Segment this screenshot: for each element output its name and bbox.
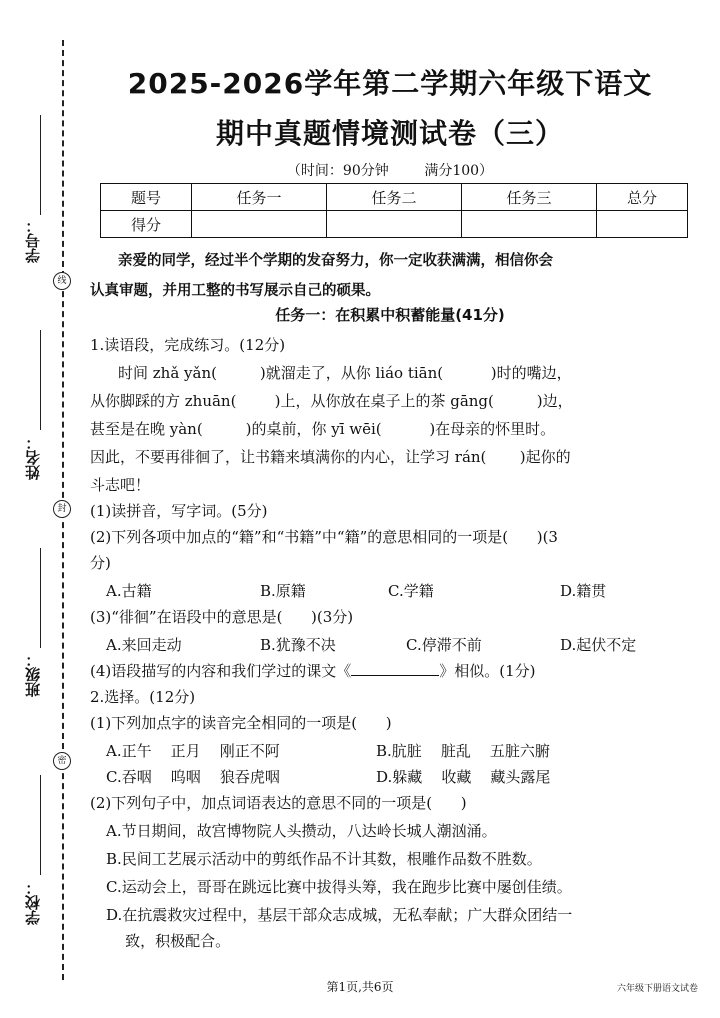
section1-title: 任务一：在积累中积蓄能量(41分) bbox=[275, 306, 505, 324]
q1-sub3-option[interactable]: B.犹豫不决 bbox=[260, 636, 336, 654]
score-table-row bbox=[101, 211, 688, 238]
q1-sub3: (3)“徘徊”在语段中的意思是( )(3分) bbox=[90, 608, 354, 626]
q2-sub2-option[interactable]: D.在抗震救灾过程中，基层干部众志成城，无私奉献；广大群众团结一 bbox=[106, 906, 573, 924]
q2-sub2-option[interactable]: C.运动会上，哥哥在跳远比赛中拔得头筹，我在跑步比赛中屡创佳绩。 bbox=[106, 878, 572, 896]
q1-sub4-blank[interactable] bbox=[351, 661, 439, 676]
seal-mark-feng: 封 bbox=[53, 500, 71, 518]
footer-doc-label: 六年级下册语文试卷 bbox=[616, 984, 698, 994]
time-info: （时间：90分钟 满分100） bbox=[286, 163, 494, 179]
q2-sub2-option[interactable]: A.节日期间，故宫博物院人头攒动，八达岭长城人潮汹涌。 bbox=[106, 822, 497, 840]
class-line[interactable] bbox=[40, 548, 41, 648]
q1-passage-line2: 从你脚踩的方 zhuān( )上，从你放在桌子上的茶 gāng( )边， bbox=[90, 392, 573, 410]
q1-sub4-suffix: 》相似。(1分) bbox=[439, 662, 536, 680]
q1-passage-line4: 因此，不要再徘徊了，让书籍来填满你的内心，让学习 rán( )起你的 bbox=[90, 448, 571, 466]
student-id-line[interactable] bbox=[40, 115, 41, 215]
intro-line1: 亲爱的同学，经过半个学期的发奋努力，你一定收获满满，相信你会 bbox=[118, 252, 553, 269]
intro-line2: 认真审题，并用工整的书写展示自己的硕果。 bbox=[90, 282, 380, 299]
q1-sub3-option[interactable]: A.来回走动 bbox=[106, 636, 182, 654]
q2-sub2-option[interactable]: B.民间工艺展示活动中的剪纸作品不计其数，根雕作品数不胜数。 bbox=[106, 850, 542, 868]
q1-sub3-option[interactable]: D.起伏不定 bbox=[560, 636, 637, 654]
name-line[interactable] bbox=[40, 330, 41, 430]
q1-passage-line3: 甚至是在晚 yàn( )的桌前，你 yī wēi( )在母亲的怀里时。 bbox=[90, 420, 556, 438]
intro-paragraph bbox=[90, 246, 680, 306]
name-label: 姓名： bbox=[24, 435, 42, 480]
score-table bbox=[100, 183, 688, 238]
score-header-cell: 任务三 bbox=[462, 184, 597, 211]
score-header-cell: 任务二 bbox=[327, 184, 462, 211]
q1-sub2-option[interactable]: C.学籍 bbox=[388, 582, 434, 600]
seal-mark-xian: 线 bbox=[53, 272, 71, 290]
score-cell-task3[interactable] bbox=[462, 211, 597, 238]
q1-sub3-option[interactable]: C.停滞不前 bbox=[406, 636, 482, 654]
score-cell-total[interactable] bbox=[597, 211, 688, 238]
q2-sub1-option[interactable]: A.正午 正月 刚正不阿 bbox=[106, 742, 280, 760]
school-label: 学校： bbox=[24, 880, 42, 925]
exam-title-line2: 期中真题情境测试卷（三） bbox=[215, 117, 564, 150]
binding-margin bbox=[0, 0, 90, 1018]
q2-sub2-option-cont: 致，积极配合。 bbox=[106, 932, 231, 950]
score-table-header-row bbox=[101, 184, 688, 211]
score-header-cell: 总分 bbox=[597, 184, 688, 211]
q1-sub2-cont: 分) bbox=[90, 554, 111, 572]
q2-sub1: (1)下列加点字的读音完全相同的一项是( ) bbox=[90, 714, 392, 732]
class-label: 班级： bbox=[24, 652, 42, 697]
score-row-label: 得分 bbox=[101, 211, 192, 238]
student-id-label: 学号： bbox=[24, 218, 42, 263]
q1-passage-line5: 斗志吧！ bbox=[90, 476, 151, 494]
q1-passage-line1: 时间 zhǎ yǎn( )就溜走了，从你 liáo tiān( )时的嘴边， bbox=[118, 364, 572, 382]
q1-heading: 1.读语段，完成练习。(12分) bbox=[90, 336, 286, 354]
exam-title-line1: 2025-2026学年第二学期六年级下语文 bbox=[127, 67, 653, 100]
q2-heading: 2.选择。(12分) bbox=[90, 688, 196, 706]
q1-sub4 bbox=[90, 660, 690, 681]
seal-mark-mi: 密 bbox=[53, 752, 71, 770]
score-cell-task2[interactable] bbox=[327, 211, 462, 238]
q2-sub1-option[interactable]: C.吞咽 呜咽 狼吞虎咽 bbox=[106, 768, 280, 786]
q2-sub2: (2)下列句子中，加点词语表达的意思不同的一项是( ) bbox=[90, 794, 467, 812]
q1-sub2-option[interactable]: B.原籍 bbox=[260, 582, 306, 600]
q1-sub2-option[interactable]: D.籍贯 bbox=[560, 582, 607, 600]
q2-sub1-option[interactable]: B.肮脏 脏乱 五脏六腑 bbox=[376, 742, 550, 760]
q1-sub4-prefix: (4)语段描写的内容和我们学过的课文《 bbox=[90, 662, 352, 680]
q1-sub2-option[interactable]: A.古籍 bbox=[106, 582, 152, 600]
page-number: 第1页,共6页 bbox=[326, 980, 394, 994]
score-header-cell: 题号 bbox=[101, 184, 192, 211]
score-cell-task1[interactable] bbox=[192, 211, 327, 238]
q1-sub1: (1)读拼音，写字词。(5分) bbox=[90, 502, 268, 520]
q1-sub2: (2)下列各项中加点的“籍”和“书籍”中“籍”的意思相同的一项是( )(3 bbox=[90, 528, 558, 546]
q2-sub1-option[interactable]: D.躲藏 收藏 藏头露尾 bbox=[376, 768, 551, 786]
score-header-cell: 任务一 bbox=[192, 184, 327, 211]
school-line[interactable] bbox=[40, 775, 41, 875]
